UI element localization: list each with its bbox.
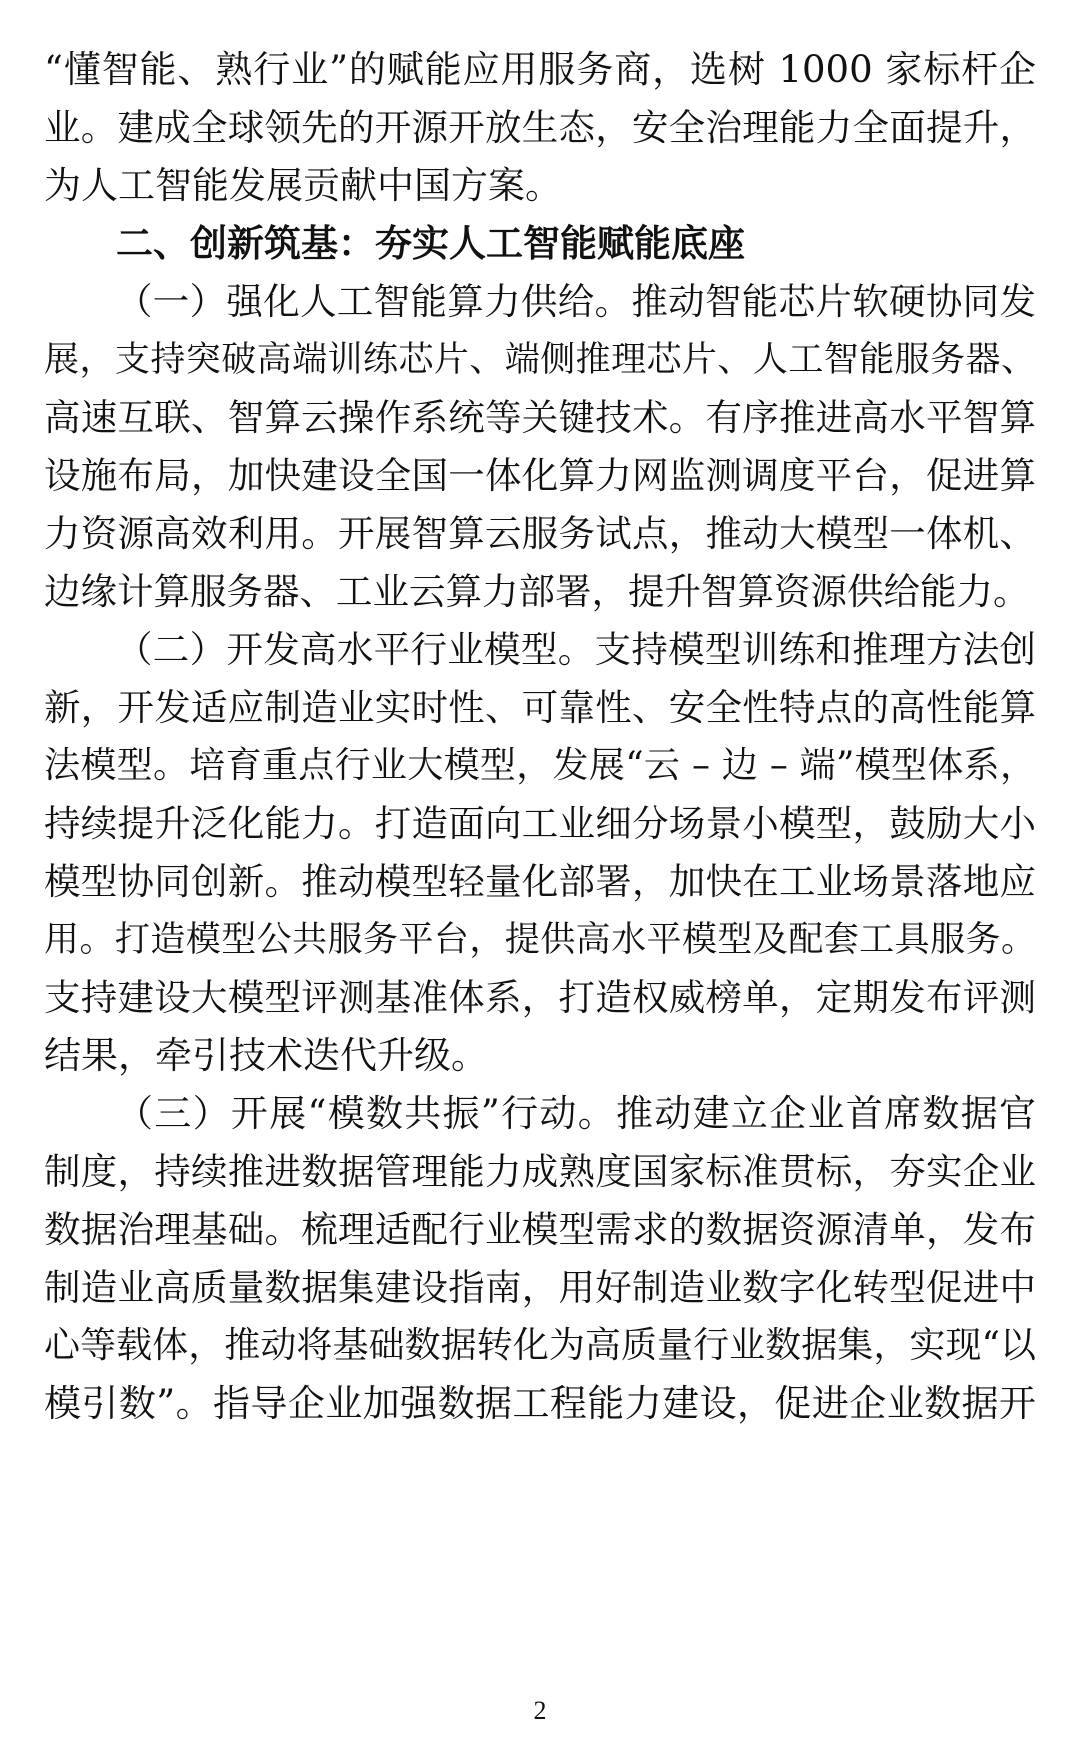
text-line: 制造业高质量数据集建设指南，用好制造业数字化转型促进中 xyxy=(44,1266,1036,1309)
text-line: 法模型。培育重点行业大模型，发展“云 – 边 – 端”模型体系， xyxy=(44,745,1036,786)
text-line: （一）强化人工智能算力供给。推动智能芯片软硬协同发 xyxy=(116,280,1036,323)
text-line: “懂智能、熟行业”的赋能应用服务商，选树 1000 家标杆企 xyxy=(44,48,1036,91)
text-line: 结果，牵引技术迭代升级。 xyxy=(44,1034,488,1077)
text-line: 心等载体，推动将基础数据转化为高质量行业数据集，实现“以 xyxy=(44,1325,1036,1366)
text-line: 模型协同创新。推动模型轻量化部署，加快在工业场景落地应 xyxy=(44,860,1036,903)
text-line: 高速互联、智算云操作系统等关键技术。有序推进高水平智算 xyxy=(44,396,1036,439)
text-line: 用。打造模型公共服务平台，提供高水平模型及配套工具服务。 xyxy=(44,920,1036,960)
text-line: 支持建设大模型评测基准体系，打造权威榜单，定期发布评测 xyxy=(44,976,1036,1019)
text-line: 数据治理基础。梳理适配行业模型需求的数据资源清单，发布 xyxy=(44,1208,1036,1251)
text-line: 业。建成全球领先的开源开放生态，安全治理能力全面提升， xyxy=(44,106,1036,149)
text-line: （二）开发高水平行业模型。支持模型训练和推理方法创 xyxy=(116,628,1036,671)
text-line: 新，开发适应制造业实时性、可靠性、安全性特点的高性能算 xyxy=(44,686,1036,729)
text-line: 模引数”。指导企业加强数据工程能力建设，促进企业数据开 xyxy=(44,1382,1036,1425)
text-line: 力资源高效利用。开展智算云服务试点，推动大模型一体机、 xyxy=(44,512,1036,555)
section-heading: 二、创新筑基：夯实人工智能赋能底座 xyxy=(116,222,745,265)
text-line: 展，支持突破高端训练芯片、端侧推理芯片、人工智能服务器、 xyxy=(44,340,1036,380)
text-line: （三）开展“模数共振”行动。推动建立企业首席数据官 xyxy=(116,1092,1036,1135)
text-line: 边缘计算服务器、工业云算力部署，提升智算资源供给能力。 xyxy=(44,570,1030,613)
page-number: 2 xyxy=(533,1696,547,1725)
text-line: 设施布局，加快建设全国一体化算力网监测调度平台，促进算 xyxy=(44,454,1036,497)
text-line: 持续提升泛化能力。打造面向工业细分场景小模型，鼓励大小 xyxy=(44,802,1036,845)
text-line: 为人工智能发展贡献中国方案。 xyxy=(44,164,562,207)
text-line: 制度，持续推进数据管理能力成熟度国家标准贯标，夯实企业 xyxy=(44,1150,1036,1193)
